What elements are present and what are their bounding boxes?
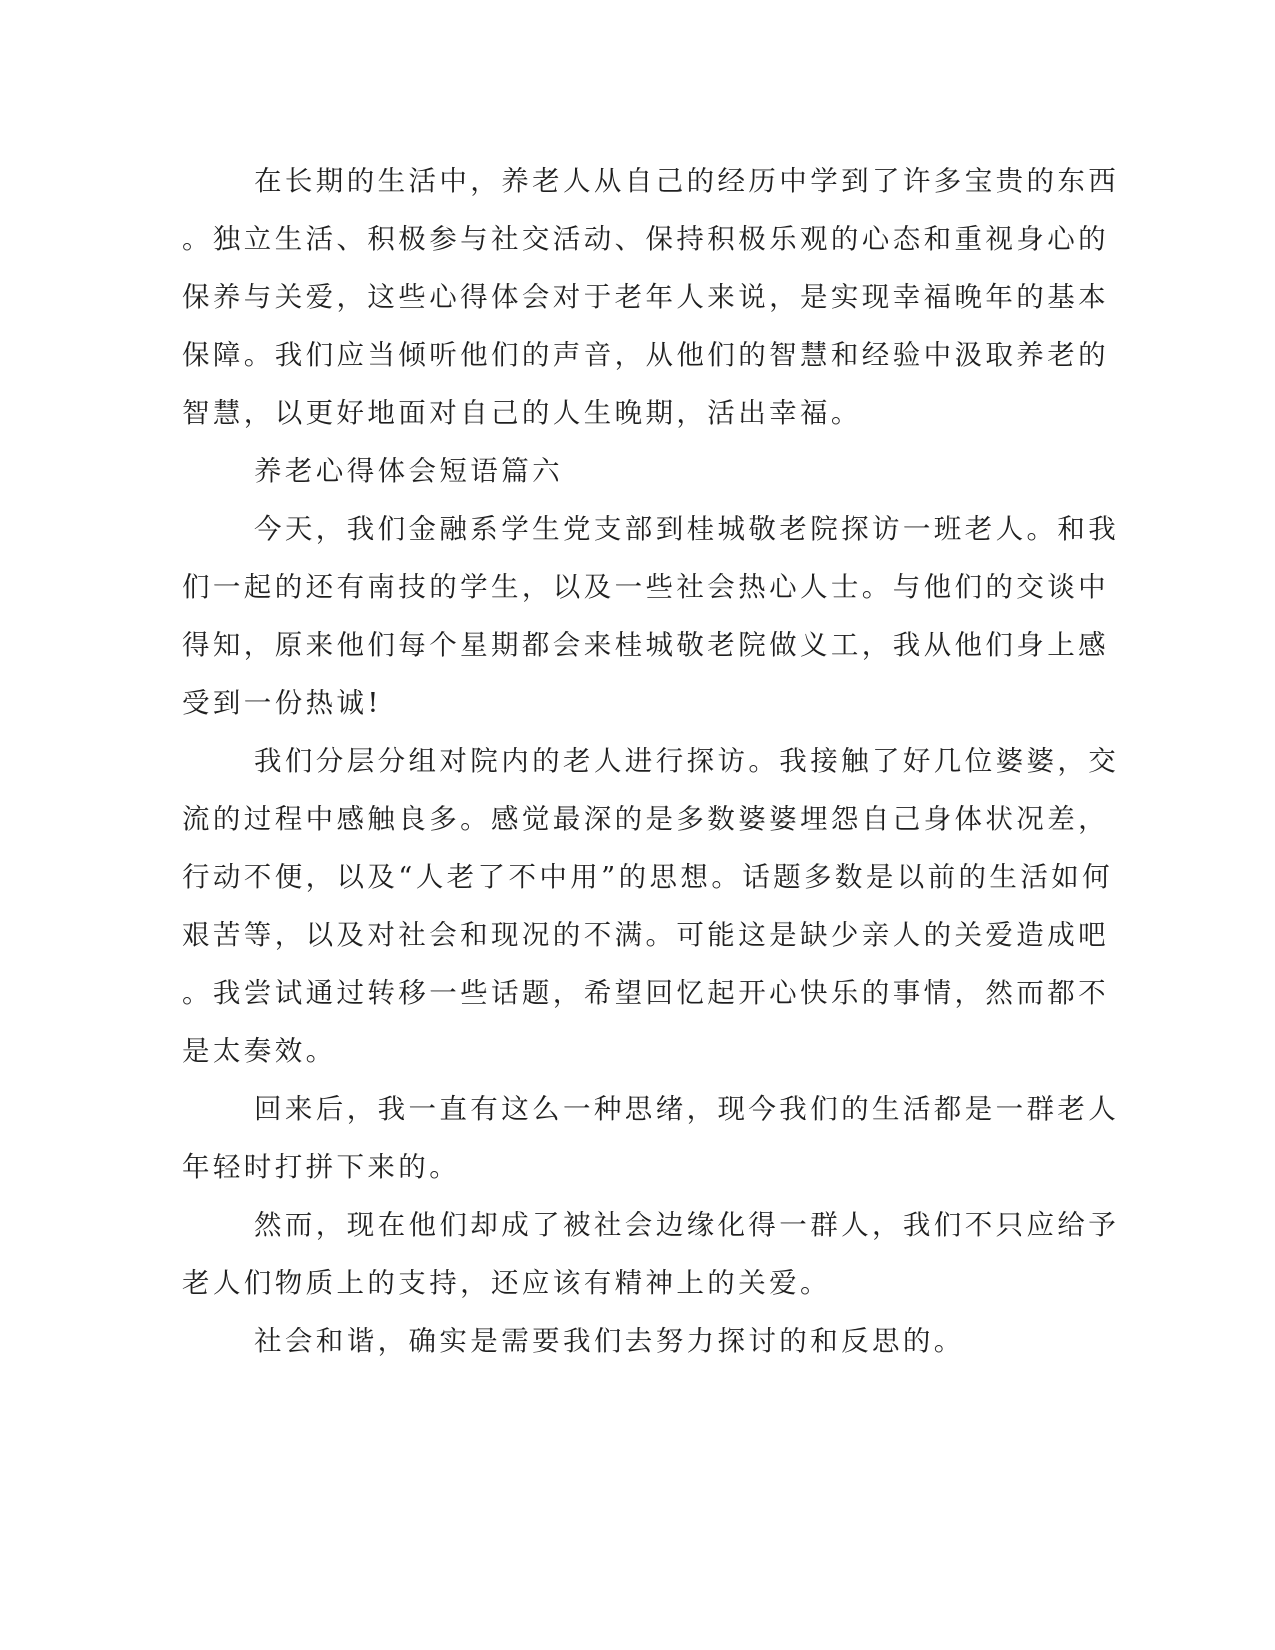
- text-line: 保障。我们应当倾听他们的声音，从他们的智慧和经验中汲取养老的: [182, 339, 1109, 371]
- text-line: 今天，我们金融系学生党支部到桂城敬老院探访一班老人。和我: [254, 513, 1120, 545]
- text-line: 行动不便，以及“人老了不中用”的思想。话题多数是以前的生活如何: [182, 861, 1114, 893]
- text-line: 老人们物质上的支持，还应该有精神上的关爱。: [182, 1267, 831, 1299]
- text-line: 然而，现在他们却成了被社会边缘化得一群人，我们不只应给予: [254, 1209, 1120, 1241]
- section-heading: 养老心得体会短语篇六: [254, 455, 563, 487]
- text-line: 得知，原来他们每个星期都会来桂城敬老院做义工，我从他们身上感: [182, 629, 1109, 661]
- text-line: 智慧，以更好地面对自己的人生晚期，活出幸福。: [182, 397, 862, 429]
- text-line: 我们分层分组对院内的老人进行探访。我接触了好几位婆婆，交: [254, 745, 1120, 777]
- text-line: 回来后，我一直有这么一种思绪，现今我们的生活都是一群老人: [254, 1093, 1120, 1125]
- document-body: [182, 152, 1120, 1370]
- text-line: 保养与关爱，这些心得体会对于老年人来说，是实现幸福晚年的基本: [182, 281, 1109, 313]
- text-line: 艰苦等，以及对社会和现况的不满。可能这是缺少亲人的关爱造成吧: [182, 919, 1109, 951]
- text-line: 社会和谐，确实是需要我们去努力探讨的和反思的。: [254, 1325, 965, 1357]
- text-line: 。独立生活、积极参与社交活动、保持积极乐观的心态和重视身心的: [182, 223, 1109, 255]
- text-line: 们一起的还有南技的学生，以及一些社会热心人士。与他们的交谈中: [182, 571, 1109, 603]
- text-line: 是太奏效。: [182, 1035, 337, 1067]
- text-line: 年轻时打拼下来的。: [182, 1151, 461, 1183]
- text-line: 受到一份热诚!: [182, 687, 382, 719]
- text-line: 。我尝试通过转移一些话题，希望回忆起开心快乐的事情，然而都不: [182, 977, 1109, 1009]
- text-line: 流的过程中感触良多。感觉最深的是多数婆婆埋怨自己身体状况差，: [182, 803, 1109, 835]
- text-line: 在长期的生活中，养老人从自己的经历中学到了许多宝贵的东西: [254, 165, 1120, 197]
